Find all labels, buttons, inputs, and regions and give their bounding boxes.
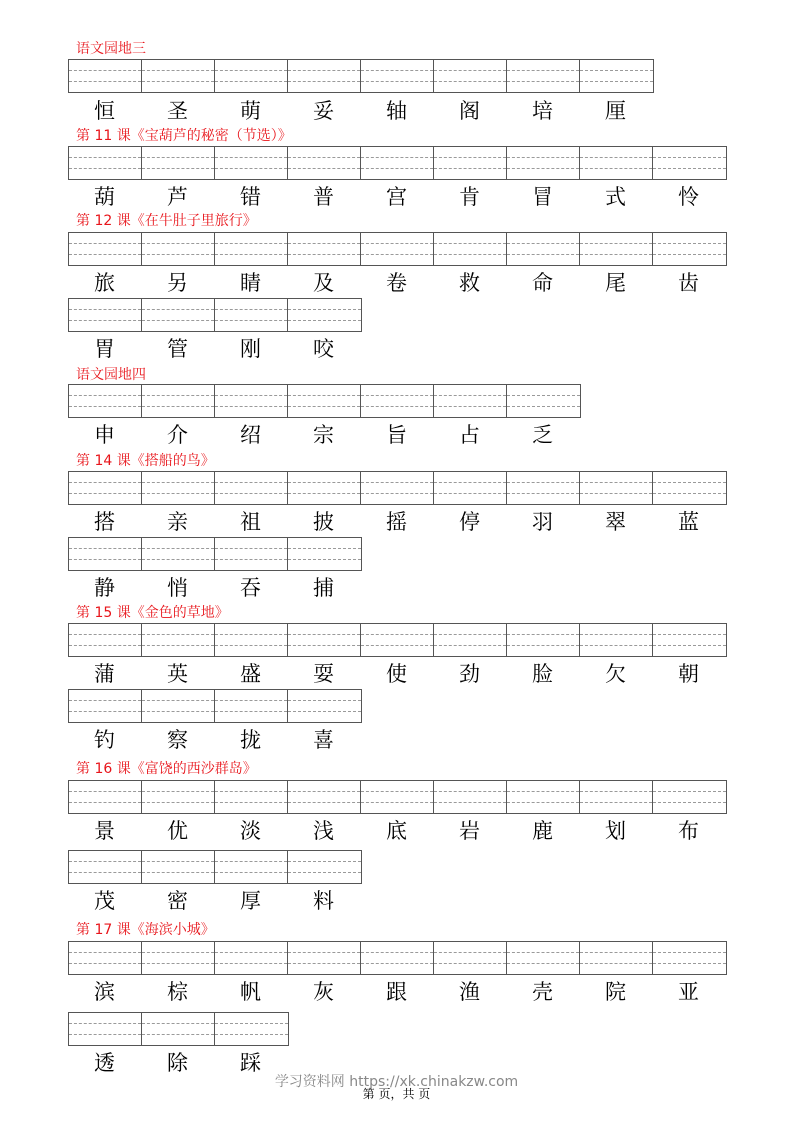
character-row <box>68 334 360 364</box>
vocabulary-character: 景 <box>94 819 115 843</box>
lesson-title: 第 15 课《金色的草地》 <box>76 605 229 621</box>
writing-cell <box>288 851 361 883</box>
writing-cell <box>215 538 288 570</box>
vocabulary-character: 底 <box>386 819 407 843</box>
writing-cell <box>653 781 726 813</box>
writing-cell <box>215 851 288 883</box>
writing-cell <box>288 233 361 265</box>
writing-grid <box>68 59 654 93</box>
vocabulary-character: 宗 <box>313 423 334 447</box>
writing-cell <box>69 299 142 331</box>
vocabulary-character: 鹿 <box>532 819 553 843</box>
writing-cell <box>288 60 361 92</box>
writing-cell <box>142 147 215 179</box>
writing-cell <box>434 942 507 974</box>
vocabulary-character: 妥 <box>313 99 334 123</box>
writing-cell <box>142 781 215 813</box>
vocabulary-character: 怜 <box>678 185 699 209</box>
writing-cell <box>69 1013 142 1045</box>
writing-cell <box>288 299 361 331</box>
vocabulary-character: 停 <box>459 510 480 534</box>
writing-cell <box>361 472 434 504</box>
vocabulary-character: 救 <box>459 271 480 295</box>
footer-page-number: 第 页，共 页 <box>362 1087 431 1101</box>
vocabulary-character: 静 <box>94 576 115 600</box>
lesson-title: 第 16 课《富饶的西沙群岛》 <box>76 761 257 777</box>
vocabulary-character: 卷 <box>386 271 407 295</box>
writing-cell <box>361 385 434 417</box>
vocabulary-character: 圣 <box>167 99 188 123</box>
vocabulary-character: 密 <box>167 889 188 913</box>
vocabulary-character: 旅 <box>94 271 115 295</box>
character-row <box>68 182 725 212</box>
writing-cell <box>434 781 507 813</box>
vocabulary-character: 蓝 <box>678 510 699 534</box>
writing-cell <box>69 233 142 265</box>
vocabulary-character: 灰 <box>313 980 334 1004</box>
vocabulary-character: 使 <box>386 662 407 686</box>
writing-grid <box>68 941 727 975</box>
vocabulary-character: 岩 <box>459 819 480 843</box>
writing-grid <box>68 1012 289 1046</box>
vocabulary-character: 摇 <box>386 510 407 534</box>
writing-cell <box>69 60 142 92</box>
vocabulary-character: 钓 <box>94 728 115 752</box>
writing-cell <box>142 385 215 417</box>
writing-cell <box>434 385 507 417</box>
vocabulary-character: 浅 <box>313 819 334 843</box>
writing-cell <box>580 147 653 179</box>
writing-cell <box>507 624 580 656</box>
vocabulary-character: 喜 <box>313 728 334 752</box>
writing-cell <box>653 942 726 974</box>
vocabulary-character: 占 <box>459 423 480 447</box>
footer-watermark: 学习资料网 https://xk.chinakzw.com <box>274 1074 519 1090</box>
writing-cell <box>142 851 215 883</box>
writing-cell <box>507 942 580 974</box>
writing-cell <box>215 624 288 656</box>
writing-cell <box>142 624 215 656</box>
writing-cell <box>142 690 215 722</box>
writing-grid <box>68 537 362 571</box>
character-row <box>68 886 360 916</box>
vocabulary-character: 绍 <box>240 423 261 447</box>
character-row <box>68 725 360 755</box>
writing-cell <box>215 299 288 331</box>
vocabulary-character: 命 <box>532 271 553 295</box>
vocabulary-character: 申 <box>94 423 115 447</box>
writing-cell <box>653 147 726 179</box>
writing-cell <box>288 147 361 179</box>
writing-grid <box>68 232 727 266</box>
character-row <box>68 977 725 1007</box>
writing-cell <box>215 60 288 92</box>
vocabulary-character: 另 <box>167 271 188 295</box>
vocabulary-character: 萌 <box>240 99 261 123</box>
writing-cell <box>142 299 215 331</box>
writing-cell <box>215 690 288 722</box>
writing-cell <box>142 538 215 570</box>
writing-cell <box>434 472 507 504</box>
vocabulary-character: 壳 <box>532 980 553 1004</box>
writing-cell <box>361 781 434 813</box>
character-row <box>68 268 725 298</box>
writing-grid <box>68 384 581 418</box>
writing-cell <box>288 538 361 570</box>
writing-cell <box>361 60 434 92</box>
vocabulary-character: 介 <box>167 423 188 447</box>
writing-cell <box>361 624 434 656</box>
writing-grid <box>68 298 362 332</box>
vocabulary-character: 脸 <box>532 662 553 686</box>
vocabulary-character: 亲 <box>167 510 188 534</box>
vocabulary-character: 错 <box>240 185 261 209</box>
vocabulary-character: 朝 <box>678 662 699 686</box>
writing-cell <box>288 690 361 722</box>
writing-cell <box>215 942 288 974</box>
vocabulary-character: 滨 <box>94 980 115 1004</box>
vocabulary-character: 肯 <box>459 185 480 209</box>
writing-cell <box>69 851 142 883</box>
vocabulary-character: 式 <box>605 185 626 209</box>
vocabulary-character: 培 <box>532 99 553 123</box>
vocabulary-character: 乏 <box>532 423 553 447</box>
writing-cell <box>507 385 580 417</box>
vocabulary-character: 渔 <box>459 980 480 1004</box>
writing-cell <box>288 624 361 656</box>
character-row <box>68 816 725 846</box>
vocabulary-character: 宫 <box>386 185 407 209</box>
writing-cell <box>580 233 653 265</box>
writing-cell <box>215 233 288 265</box>
character-row <box>68 573 360 603</box>
writing-cell <box>580 60 653 92</box>
vocabulary-character: 齿 <box>678 271 699 295</box>
vocabulary-character: 芦 <box>167 185 188 209</box>
writing-cell <box>142 60 215 92</box>
vocabulary-character: 及 <box>313 271 334 295</box>
vocabulary-character: 踩 <box>240 1051 261 1075</box>
vocabulary-character: 料 <box>313 889 334 913</box>
writing-cell <box>69 472 142 504</box>
vocabulary-character: 拢 <box>240 728 261 752</box>
vocabulary-character: 帆 <box>240 980 261 1004</box>
writing-cell <box>434 624 507 656</box>
vocabulary-character: 恒 <box>94 99 115 123</box>
writing-grid <box>68 623 727 657</box>
vocabulary-character: 普 <box>313 185 334 209</box>
writing-cell <box>69 538 142 570</box>
vocabulary-character: 厘 <box>605 99 626 123</box>
writing-cell <box>507 147 580 179</box>
vocabulary-character: 冒 <box>532 185 553 209</box>
vocabulary-character: 劲 <box>459 662 480 686</box>
writing-cell <box>653 624 726 656</box>
vocabulary-character: 茂 <box>94 889 115 913</box>
vocabulary-character: 布 <box>678 819 699 843</box>
lesson-title: 语文园地四 <box>76 367 146 383</box>
vocabulary-character: 胃 <box>94 337 115 361</box>
vocabulary-character: 棕 <box>167 980 188 1004</box>
lesson-title: 第 14 课《搭船的鸟》 <box>76 453 215 469</box>
vocabulary-character: 淡 <box>240 819 261 843</box>
writing-cell <box>142 942 215 974</box>
vocabulary-character: 蒲 <box>94 662 115 686</box>
writing-cell <box>507 60 580 92</box>
vocabulary-character: 披 <box>313 510 334 534</box>
writing-cell <box>653 472 726 504</box>
vocabulary-character: 察 <box>167 728 188 752</box>
writing-cell <box>69 624 142 656</box>
writing-cell <box>361 233 434 265</box>
writing-cell <box>288 781 361 813</box>
writing-cell <box>142 1013 215 1045</box>
writing-cell <box>507 472 580 504</box>
writing-grid <box>68 146 727 180</box>
writing-cell <box>434 233 507 265</box>
lesson-title: 语文园地三 <box>76 41 146 57</box>
vocabulary-character: 搭 <box>94 510 115 534</box>
writing-cell <box>361 942 434 974</box>
writing-cell <box>69 942 142 974</box>
writing-grid <box>68 780 727 814</box>
writing-cell <box>69 385 142 417</box>
vocabulary-character: 捕 <box>313 576 334 600</box>
vocabulary-character: 除 <box>167 1051 188 1075</box>
vocabulary-character: 咬 <box>313 337 334 361</box>
character-row <box>68 96 652 126</box>
writing-cell <box>434 147 507 179</box>
vocabulary-character: 亚 <box>678 980 699 1004</box>
lesson-title: 第 12 课《在牛肚子里旅行》 <box>76 213 257 229</box>
character-row <box>68 507 725 537</box>
writing-cell <box>361 147 434 179</box>
writing-grid <box>68 689 362 723</box>
vocabulary-character: 优 <box>167 819 188 843</box>
writing-cell <box>580 472 653 504</box>
writing-cell <box>288 385 361 417</box>
vocabulary-character: 耍 <box>313 662 334 686</box>
writing-cell <box>507 233 580 265</box>
writing-cell <box>215 472 288 504</box>
vocabulary-character: 悄 <box>167 576 188 600</box>
writing-cell <box>434 60 507 92</box>
writing-grid <box>68 850 362 884</box>
writing-cell <box>69 781 142 813</box>
writing-cell <box>69 690 142 722</box>
writing-cell <box>215 1013 288 1045</box>
writing-cell <box>69 147 142 179</box>
vocabulary-character: 阁 <box>459 99 480 123</box>
vocabulary-character: 厚 <box>240 889 261 913</box>
writing-cell <box>215 147 288 179</box>
writing-cell <box>288 942 361 974</box>
lesson-title: 第 11 课《宝葫芦的秘密（节选）》 <box>76 128 292 144</box>
vocabulary-character: 旨 <box>386 423 407 447</box>
writing-cell <box>142 472 215 504</box>
writing-grid <box>68 471 727 505</box>
vocabulary-character: 划 <box>605 819 626 843</box>
vocabulary-character: 睛 <box>240 271 261 295</box>
writing-cell <box>653 233 726 265</box>
vocabulary-character: 祖 <box>240 510 261 534</box>
writing-cell <box>580 942 653 974</box>
vocabulary-character: 羽 <box>532 510 553 534</box>
lesson-title: 第 17 课《海滨小城》 <box>76 922 215 938</box>
vocabulary-character: 葫 <box>94 185 115 209</box>
writing-cell <box>215 781 288 813</box>
vocabulary-character: 院 <box>605 980 626 1004</box>
writing-cell <box>288 472 361 504</box>
writing-cell <box>142 233 215 265</box>
vocabulary-character: 翠 <box>605 510 626 534</box>
vocabulary-character: 尾 <box>605 271 626 295</box>
vocabulary-character: 透 <box>94 1051 115 1075</box>
vocabulary-character: 跟 <box>386 980 407 1004</box>
vocabulary-character: 刚 <box>240 337 261 361</box>
character-row <box>68 659 725 689</box>
writing-cell <box>507 781 580 813</box>
vocabulary-character: 管 <box>167 337 188 361</box>
vocabulary-character: 欠 <box>605 662 626 686</box>
vocabulary-character: 吞 <box>240 576 261 600</box>
vocabulary-character: 英 <box>167 662 188 686</box>
writing-cell <box>215 385 288 417</box>
vocabulary-character: 轴 <box>386 99 407 123</box>
character-row <box>68 420 579 450</box>
writing-cell <box>580 624 653 656</box>
vocabulary-character: 盛 <box>240 662 261 686</box>
writing-cell <box>580 781 653 813</box>
